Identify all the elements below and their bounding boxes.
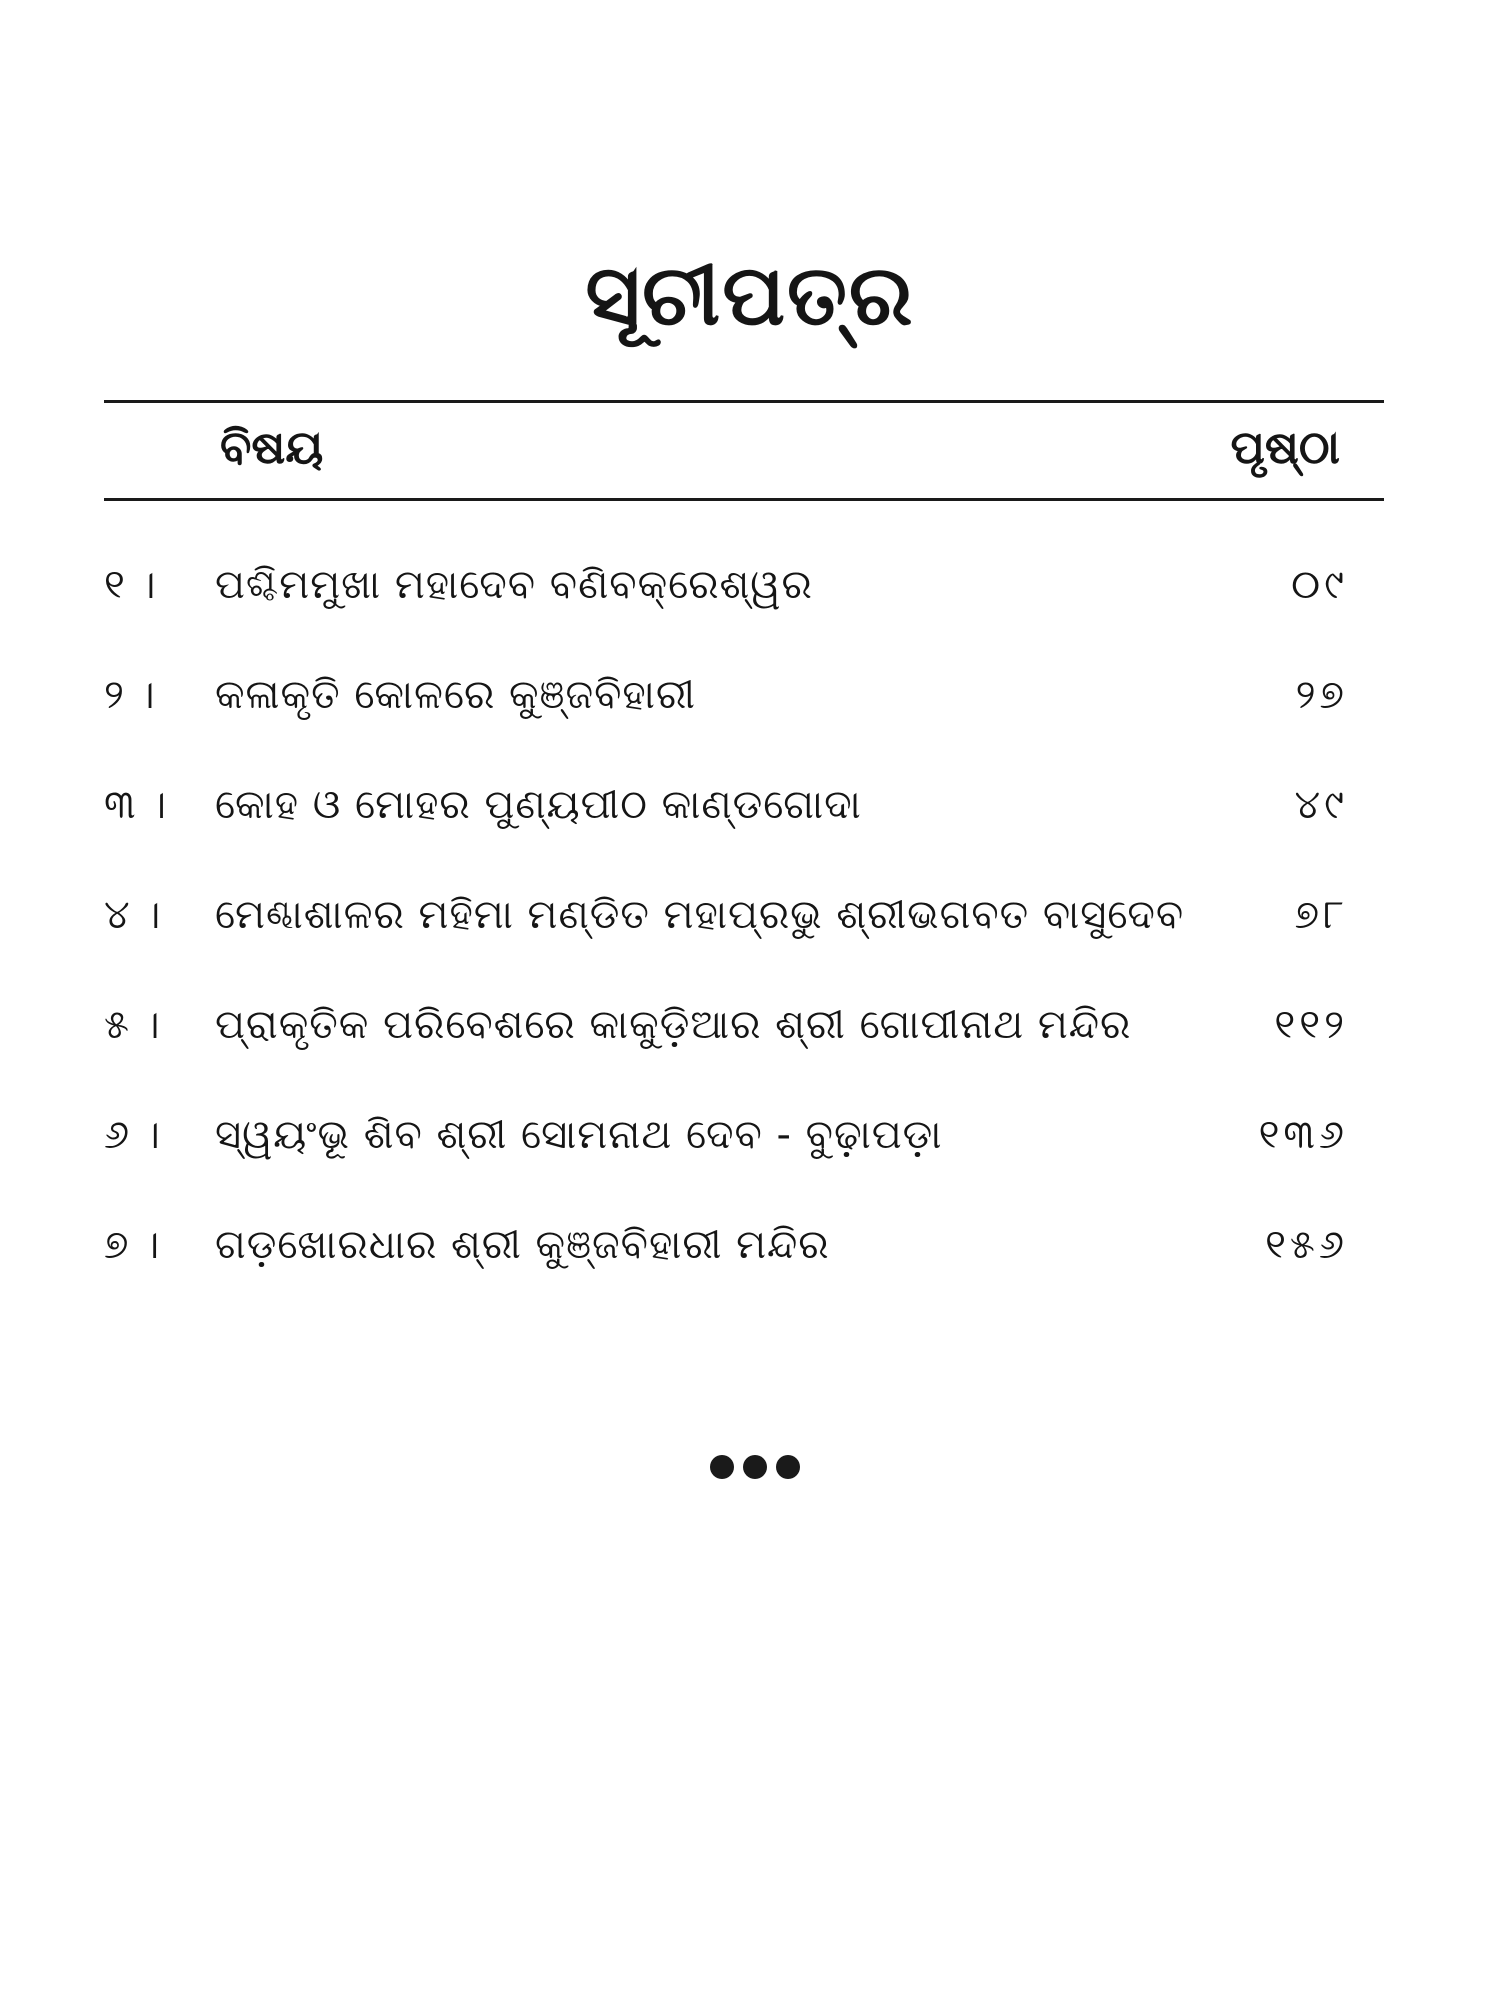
toc-entry bbox=[0, 875, 1500, 955]
toc-entry bbox=[0, 655, 1500, 735]
page-title: ସୂଚୀପତ୍ର bbox=[585, 246, 915, 344]
entry-title: ପଶ୍ଚିମମୁଖା ମହାଦେବ ବଣିବକ୍ରେଶ୍ୱର bbox=[215, 562, 813, 608]
entry-number: ୩ । bbox=[104, 782, 167, 828]
entry-number: ୪ । bbox=[104, 892, 161, 938]
toc-entry bbox=[0, 545, 1500, 625]
entry-number: ୭ । bbox=[104, 1222, 160, 1268]
header-bottom-rule bbox=[104, 498, 1384, 501]
dot-icon bbox=[776, 1455, 800, 1479]
entry-page-number: ୦୯ bbox=[1291, 562, 1348, 608]
dot-icon bbox=[743, 1455, 767, 1479]
entry-page-number: ୧୩୬ bbox=[1258, 1112, 1348, 1158]
entry-page-number: ୨୭ bbox=[1295, 672, 1348, 718]
entry-title: ସ୍ୱୟଂଭୂ ଶିବ ଶ୍ରୀ ସୋମନାଥ ଦେବ - ବୁଢ଼ାପଡ଼ା bbox=[215, 1112, 943, 1158]
toc-entry bbox=[0, 1095, 1500, 1175]
entry-title: ମେଣ୍ଢାଶାଳର ମହିମା ମଣ୍ଡିତ ମହାପ୍ରଭୁ ଶ୍ରୀଭଗବତ ବାସୁଦେବ bbox=[215, 892, 1185, 938]
subject-column-header: ବିଷୟ bbox=[220, 420, 324, 474]
entry-number: ୬ । bbox=[104, 1112, 160, 1158]
entry-page-number: ୧୫୬ bbox=[1265, 1222, 1348, 1268]
entry-page-number: ୭୮ bbox=[1294, 892, 1348, 938]
entry-number: ୧ । bbox=[104, 562, 156, 608]
header-top-rule bbox=[104, 400, 1384, 403]
entry-title: ପ୍ରାକୃତିକ ପରିବେଶରେ କାକୁଡ଼ିଆର ଶ୍ରୀ ଗୋପୀନାଥ ମନ୍ଦିର bbox=[215, 1002, 1132, 1048]
entry-title: ଗଡ଼ଖୋରଧାର ଶ୍ରୀ କୁଞ୍ଜବିହାରୀ ମନ୍ଦିର bbox=[215, 1222, 830, 1268]
dot-icon bbox=[710, 1455, 734, 1479]
end-dots-ornament bbox=[710, 1455, 800, 1479]
entry-page-number: ୧୧୨ bbox=[1274, 1002, 1348, 1048]
entry-page-number: ୪୯ bbox=[1294, 782, 1348, 828]
entry-number: ୨ । bbox=[104, 672, 155, 718]
toc-entry bbox=[0, 985, 1500, 1065]
page-column-header: ପୃଷ୍ଠା bbox=[1230, 420, 1340, 474]
entry-title: କଳାକୃତି କୋଳରେ କୁଞ୍ଜବିହାରୀ bbox=[215, 672, 696, 718]
entry-number: ୫ । bbox=[104, 1002, 160, 1048]
toc-entry bbox=[0, 1205, 1500, 1285]
toc-entry bbox=[0, 765, 1500, 845]
entry-title: କୋହ ଓ ମୋହର ପୁଣ୍ୟପୀଠ କାଣ୍ଡଗୋଦା bbox=[215, 782, 862, 828]
